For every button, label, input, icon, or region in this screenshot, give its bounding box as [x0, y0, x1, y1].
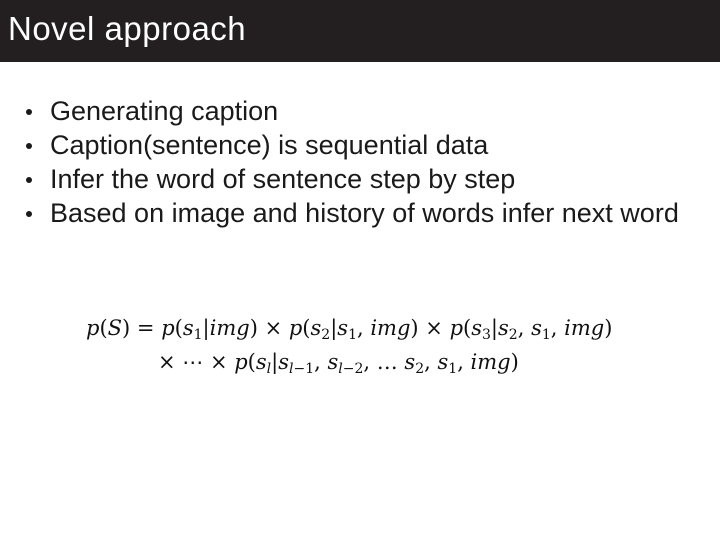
bullet-list — [26, 94, 716, 230]
bullet-text: Based on image and history of words infer next word — [50, 198, 679, 228]
bullet-item — [26, 196, 716, 230]
bullet-dot-icon — [26, 211, 32, 217]
slide-title: Novel approach — [8, 10, 247, 47]
bullet-text: Infer the word of sentence step by step — [50, 164, 516, 194]
bullet-text: Caption(sentence) is sequential data — [50, 130, 489, 160]
formula-line-2: × ⋯ × $p(s_l|s_{l-1}$, $s_{l-2}$, … $s_2$, $s_1$, img) — [158, 350, 519, 377]
bullet-dot-icon — [26, 109, 32, 115]
formula-line-1: $p(S) = p(s_1|img) \times p(s_2|s_1$, $img) \times p(s_3|s_2$, $s_1$, img) — [86, 316, 613, 343]
bullet-item — [26, 94, 716, 128]
bullet-dot-icon — [26, 177, 32, 183]
title-bar — [0, 0, 720, 62]
bullet-text: Generating caption — [50, 96, 279, 126]
bullet-item — [26, 128, 716, 162]
bullet-item — [26, 162, 716, 196]
bullet-dot-icon — [26, 143, 32, 149]
